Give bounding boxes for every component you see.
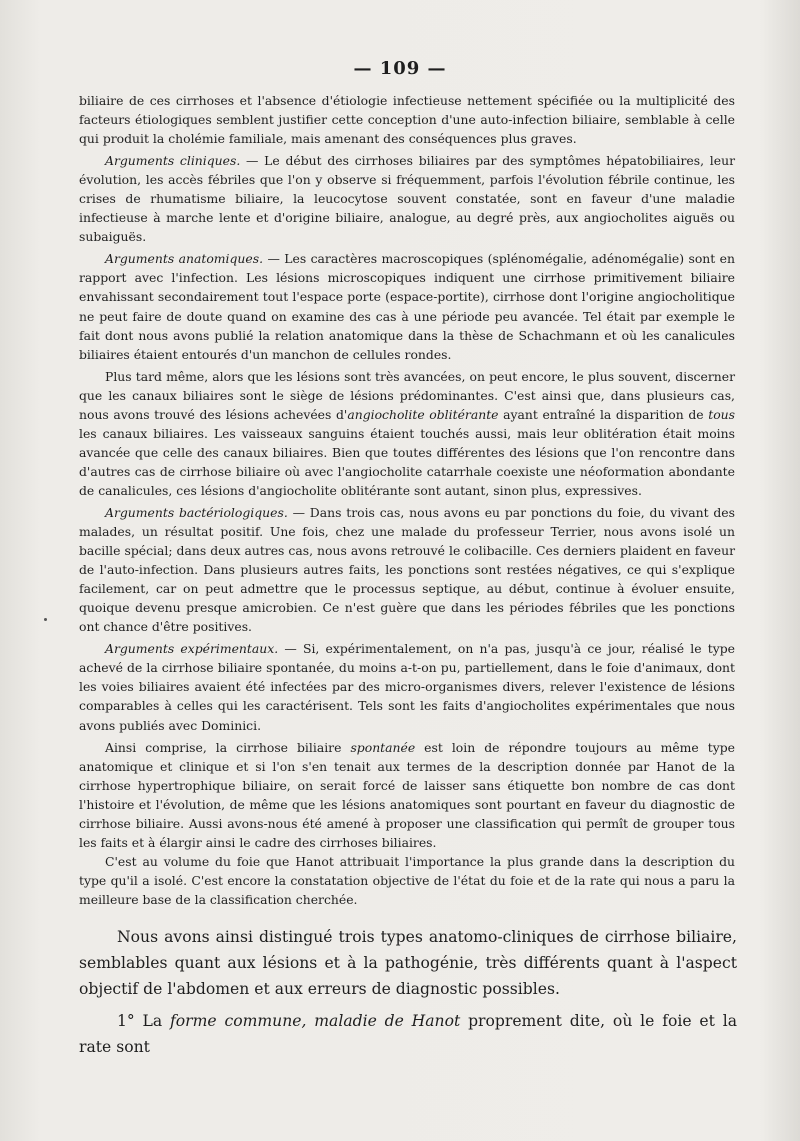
paragraph-clinical-arguments [79, 151, 735, 246]
paragraph-text: biliaire de ces cirrhoses et l'absence d'étiologie infectieuse nettement spécifiée ou la multiplicité des facteurs étiologiques semblent justifier cette conception d'une auto-infection biliaire, semblable à celle qui produit la cholémie familiale, mais amenant des conséquences plus graves. [79, 93, 735, 147]
paragraph-three-types [79, 924, 737, 1002]
page-number: — 109 — [353, 58, 447, 79]
body-text-small [79, 91, 735, 909]
paragraph-text: — Les caractères macroscopiques (splénomégalie, adénomégalie) sont en rapport avec l'infection. Les lésions microscopiques indiquent une cirrhose primitivement biliaire envahissant secondairement tout l'espace porte (espace-portite), cirrhose dont l'origine angiocholitique ne peut faire de doute quand on examine des cas à une période peu avancée. Tel était par exemple le fait dont nous avons publié la relation anatomique dans la thèse de Schachmann et où les canalicules biliaires étaient entourés d'un manchon de cellules rondes. [79, 251, 735, 362]
italic-term: angiocholite oblitérante [347, 406, 499, 422]
scan-speck [44, 618, 47, 621]
paragraph-text: Ainsi comprise, la cirrhose biliaire [105, 739, 351, 755]
paragraph-classification [79, 738, 735, 852]
paragraph-text: — Dans trois cas, nous avons eu par ponctions du foie, du vivant des malades, un résultat positif. Une fois, chez une malade du professeur Terrier, nous avons isolé un bacille spécial; dans deux autres cas, nous avons retrouvé le colibacille. Ces derniers plaident en faveur de l'auto-infection. Dans plusieurs autres faits, les ponctions sont restées négatives, ce qui s'explique facilement, car on peut admettre que le processus septique, au début, continue à évoluer ensuite, quoique devenu presque amicrobien. Ce n'est guère que dans les périodes fébriles que les ponctions ont chance d'être positives. [79, 504, 735, 635]
body-text-large [79, 924, 737, 1060]
paragraph-bacteriological-arguments [79, 503, 735, 636]
paragraph-lead: Arguments bactériologiques. [105, 504, 288, 520]
paragraph-text: — Le début des cirrhoses biliaires par des symptômes hépatobiliaires, leur évolution, les accès fébriles que l'on y observe si fréquemment, parfois l'évolution fébrile continue, les crises de rhumatisme biliaire, la leucocytose souvent constatée, sont en faveur d'une maladie infectieuse à marche lente et d'origine biliaire, analogue, au degré près, aux angiocholites aiguës ou subaiguës. [79, 153, 735, 245]
italic-term: spontanée [350, 739, 416, 755]
paragraph-text: les canaux biliaires. Les vaisseaux sanguins étaient touchés aussi, mais leur oblitération était moins avancée que celle des canaux biliaires. Bien que toutes différentes des lésions que l'on rencontre dans d'autres cas de cirrhose biliaire où avec l'angiocholite catarrhale coexiste une néoformation abondante de canalicules, ces lésions d'angiocholite oblitérante sont autant, sinon plus, expressives. [79, 425, 735, 498]
paragraph-text: C'est au volume du foie que Hanot attribuait l'importance la plus grande dans la description du type qu'il a isolé. C'est encore la constatation objective de l'état du foie et de la rate qui nous a paru la meilleure base de la classification cherchée. [79, 853, 735, 907]
paragraph-lead: Arguments anatomiques. [105, 251, 264, 267]
paragraph-text: Nous avons ainsi distingué trois types anatomo-cliniques de cirrhose biliaire, semblables quant aux lésions et à la pathogénie, très différents quant à l'aspect objectif de l'abdomen et aux erreurs de diagnostic possibles. [79, 928, 737, 998]
italic-term: tous [708, 406, 736, 422]
paragraph-experimental-arguments [79, 639, 735, 734]
paragraph-hanot-volume [79, 852, 735, 909]
paragraph-text: ayant entraîné la disparition de [498, 406, 709, 422]
paragraph-text: 1° La [117, 1012, 171, 1030]
paragraph-common-form [79, 1008, 737, 1060]
paragraph-late-lesions [79, 367, 735, 500]
paragraph-lead: Arguments expérimentaux. [105, 641, 279, 657]
italic-term: forme commune, maladie de Hanot [170, 1012, 461, 1030]
paragraph-text: proprement dite, où le foie et la rate sont [79, 1012, 737, 1056]
paragraph-lead: Arguments cliniques. [105, 153, 241, 169]
paragraph-text: est loin de répondre toujours au même type anatomique et clinique et si l'on s'en tenait aux termes de la description donnée par Hanot de la cirrhose hypertrophique biliaire, on serait forcé de laisser sans étiquette bon nombre de cas dont l'histoire et l'évolution, de même que les lésions anatomiques sont pourtant en faveur du diagnostic de cirrhose biliaire. Aussi avons-nous été amené à proposer une classification qui permît de grouper tous les faits et à élargir ainsi le cadre des cirrhoses biliaires. [79, 739, 735, 850]
paragraph-anatomical-arguments [79, 249, 735, 363]
paragraph-text: — Si, expérimentalement, on n'a pas, jusqu'à ce jour, réalisé le type achevé de la cirrhose biliaire spontanée, du moins a-t-on pu, partiellement, dans le foie d'animaux, dont les voies biliaires avaient été infectées par des micro-organismes divers, relever l'existence de lésions comparables à celles qui les caractérisent. Tels sont les faits d'angiocholites expérimentales que nous avons publiés avec Dominici. [79, 641, 735, 733]
paragraph-continuation [79, 91, 735, 148]
paragraph-text: Plus tard même, alors que les lésions sont très avancées, on peut encore, le plus souvent, discerner que les canaux biliaires sont le siège de lésions prédominantes. C'est ainsi que, dans plusieurs cas, nous avons trouvé des lésions achevées d' [79, 368, 735, 422]
